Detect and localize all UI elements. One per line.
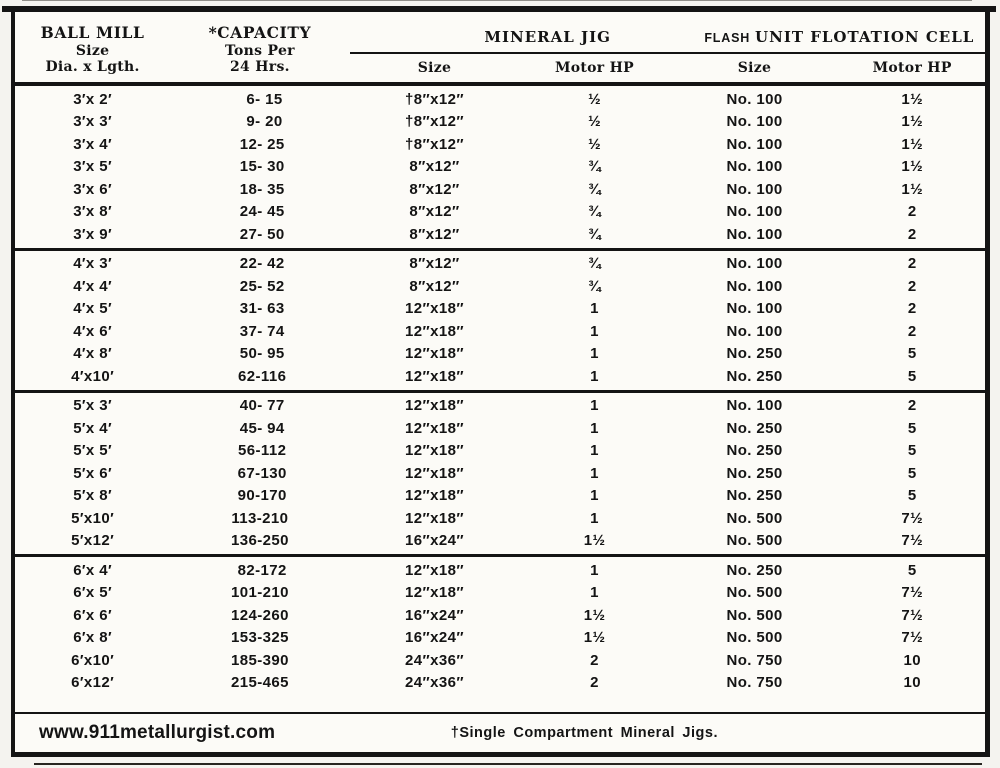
flotation-cell-header-group (670, 12, 985, 82)
capacity-cell: 67-130 (233, 464, 287, 482)
flotation-cell-size-cell: No. 750 (726, 651, 783, 669)
flotation-cell-motor-hp-cell: 2 (907, 300, 917, 318)
mineral-jig-size-cell: 12″x18″ (405, 561, 464, 579)
ball-mill-size-cell: 6′x 4′ (73, 561, 112, 579)
ball-mill-size-cell: 5′x 8′ (73, 487, 112, 505)
flotation-cell-size-cell: No. 250 (726, 464, 783, 482)
flotation-cell-motor-hp-cell: 1½ (901, 158, 924, 176)
capacity-cell: 101-210 (230, 584, 289, 602)
ball-mill-size-cell: 5′x 4′ (73, 419, 112, 437)
table-row (15, 507, 985, 530)
table-row (15, 440, 985, 463)
mineral-jig-size-cell: 12″x18″ (405, 367, 464, 385)
table-row (15, 604, 985, 627)
table-row (15, 485, 985, 508)
mineral-jig-motor-hp-cell: ¾ (588, 158, 601, 176)
capacity-cell: 6- 15 (237, 90, 283, 108)
ball-mill-size-cell: 4′x 8′ (73, 345, 112, 363)
flotation-cell-motor-hp-cell: 5 (907, 561, 917, 579)
table-row (15, 111, 985, 134)
ball-mill-size-cell: 4′x 4′ (73, 277, 112, 295)
mineral-jig-size-cell: †8″x12″ (405, 135, 464, 153)
mineral-jig-size-cell: 12″x18″ (405, 584, 464, 602)
mineral-jig-motor-hp-cell: 1½ (583, 629, 606, 647)
capacity-cell: 9- 20 (237, 113, 283, 131)
flotation-cell-size-cell: No. 100 (726, 113, 783, 131)
flotation-cell-motor-hp-cell: 2 (907, 203, 917, 221)
capacity-header-line3: 24 Hrs. (229, 59, 290, 76)
mineral-jig-motor-hp-cell: ¾ (588, 225, 601, 243)
row-group (15, 86, 985, 248)
table-row (15, 178, 985, 201)
mineral-jig-motor-hp-cell: ¾ (588, 277, 601, 295)
mineral-jig-size-cell: 8″x12″ (409, 180, 460, 198)
capacity-cell: 113-210 (231, 509, 289, 527)
mineral-jig-size-cell: 12″x18″ (405, 300, 464, 318)
ball-mill-size-cell: 4′x10′ (71, 367, 115, 385)
mineral-jig-motor-hp-cell: ½ (588, 90, 601, 108)
ball-mill-size-cell: 3′x 2′ (73, 90, 112, 108)
mineral-jig-motor-hp-cell: ¾ (588, 255, 601, 273)
flotation-cell-size-cell: No. 100 (726, 180, 783, 198)
table-row (15, 201, 985, 224)
flash-prefix-label: FLASH (704, 31, 751, 45)
mineral-jig-size-cell: 8″x12″ (409, 277, 460, 295)
ball-mill-size-cell: 6′x 5′ (73, 584, 112, 602)
flotation-cell-size-cell: No. 500 (726, 606, 783, 624)
flotation-cell-motor-hp-cell: 2 (907, 397, 917, 415)
mineral-jig-motor-hp-cell: ¾ (588, 203, 601, 221)
mineral-jig-group-title-text: MINERAL JIG (484, 28, 611, 46)
mineral-jig-motor-hp-cell: 1 (590, 487, 599, 505)
flotation-cell-size-cell: No. 250 (726, 345, 783, 363)
flotation-cell-motor-hp-cell: 1½ (901, 135, 924, 153)
flotation-cell-motor-hp-cell: 7½ (901, 584, 924, 602)
flotation-cell-motor-hp-cell: 10 (903, 651, 921, 669)
ball-mill-size-cell: 5′x 5′ (73, 442, 112, 460)
table-row (15, 320, 985, 343)
row-group (15, 554, 985, 696)
ball-mill-size-cell: 5′x 6′ (73, 464, 112, 482)
capacity-header-line2: Tons Per (224, 42, 295, 59)
capacity-cell: 50- 95 (235, 345, 285, 363)
table-row (15, 582, 985, 605)
mineral-jig-size-cell: †8″x12″ (405, 90, 464, 108)
ball-mill-size-cell: 4′x 5′ (73, 300, 112, 318)
flotation-cell-motor-hp-cell: 7½ (901, 509, 924, 527)
row-group (15, 248, 985, 390)
flotation-cell-size-cell: No. 250 (726, 487, 783, 505)
mineral-jig-size-cell: 16″x24″ (405, 629, 464, 647)
table-row (15, 253, 985, 276)
table-row (15, 672, 985, 695)
mineral-jig-size-cell: 12″x18″ (405, 464, 464, 482)
flotation-cell-motor-hp-cell: 10 (903, 674, 921, 692)
ball-mill-size-cell: 4′x 3′ (73, 255, 112, 273)
flotation-cell-title-rest: UNIT FLOTATION CELL (755, 28, 975, 46)
mineral-jig-motor-hp-cell: 2 (590, 674, 599, 692)
spec-table (11, 6, 990, 757)
capacity-cell: 12- 25 (235, 135, 285, 153)
ball-mill-header (15, 12, 170, 82)
capacity-cell: 153-325 (230, 629, 289, 647)
flotation-cell-size-cell: No. 500 (726, 629, 783, 647)
flotation-cell-size-cell: No. 100 (726, 300, 783, 318)
mineral-jig-motor-hp-cell: 1 (590, 584, 599, 602)
flotation-cell-motor-hp-cell: 1½ (901, 180, 924, 198)
table-row (15, 298, 985, 321)
flotation-cell-group-title-text (704, 28, 974, 46)
ball-mill-size-cell: 3′x 9′ (73, 225, 112, 243)
mineral-jig-motor-hp-cell: 1 (590, 561, 599, 579)
mineral-jig-size-cell: 24″x36″ (405, 674, 464, 692)
flotation-cell-size-cell: No. 250 (726, 419, 783, 437)
capacity-cell: 18- 35 (235, 180, 285, 198)
table-row (15, 530, 985, 553)
ball-mill-header-line2: Size (75, 42, 110, 59)
mineral-jig-size-cell: 8″x12″ (409, 158, 460, 176)
table-footer (15, 712, 985, 752)
flotation-cell-size-cell: No. 100 (726, 397, 783, 415)
flotation-cell-size-cell: No. 500 (726, 584, 783, 602)
mineral-jig-motor-hp-cell: 1 (590, 345, 599, 363)
flotation-cell-size-cell: No. 100 (726, 255, 783, 273)
mineral-jig-size-cell: 12″x18″ (405, 509, 464, 527)
ball-mill-size-cell: 3′x 5′ (73, 158, 112, 176)
table-row (15, 223, 985, 246)
ball-mill-size-cell: 3′x 3′ (73, 113, 112, 131)
mineral-jig-motor-hp-cell: 1 (590, 509, 599, 527)
mineral-jig-motor-hp-cell: 1 (590, 300, 599, 318)
ball-mill-size-cell: 6′x10′ (71, 651, 115, 669)
mineral-jig-motor-hp-cell: ¾ (588, 180, 601, 198)
ball-mill-size-cell: 5′x 3′ (73, 397, 112, 415)
mineral-jig-motor-hp-cell: 1½ (583, 606, 606, 624)
capacity-cell: 185-390 (230, 651, 289, 669)
flotation-cell-motor-hp-cell: 1½ (901, 90, 924, 108)
scan-top-hairline (22, 0, 972, 1)
flotation-cell-size-cell: No. 100 (726, 203, 783, 221)
capacity-cell: 31- 63 (235, 300, 285, 318)
mineral-jig-size-cell: †8″x12″ (405, 113, 464, 131)
flotation-cell-motor-hp-header: Motor HP (872, 60, 952, 76)
table-header (15, 12, 985, 86)
ball-mill-size-cell: 4′x 6′ (73, 322, 112, 340)
table-row (15, 627, 985, 650)
flotation-cell-subheaders (670, 54, 985, 82)
flotation-cell-size-cell: No. 100 (726, 135, 783, 153)
dagger-footnote: †Single Compartment Mineral Jigs. (450, 725, 718, 741)
capacity-cell: 56-112 (233, 442, 287, 460)
watermark-url: www.911metallurgist.com (39, 722, 276, 743)
capacity-cell: 37- 74 (235, 322, 285, 340)
flotation-cell-motor-hp-cell: 5 (907, 345, 917, 363)
mineral-jig-size-cell: 12″x18″ (405, 487, 464, 505)
table-row (15, 365, 985, 388)
mineral-jig-motor-hp-cell: 1 (590, 464, 599, 482)
mineral-jig-motor-hp-cell: 1 (590, 419, 599, 437)
ball-mill-size-cell: 3′x 4′ (73, 135, 112, 153)
flotation-cell-motor-hp-cell: 5 (907, 442, 917, 460)
flotation-cell-size-cell: No. 100 (726, 90, 783, 108)
capacity-header-title: *CAPACITY (208, 23, 312, 43)
capacity-header (170, 12, 349, 82)
table-row (15, 559, 985, 582)
mineral-jig-motor-hp-cell: ½ (588, 113, 601, 131)
mineral-jig-size-cell: 12″x18″ (405, 345, 464, 363)
mineral-jig-size-cell: 12″x18″ (405, 419, 464, 437)
mineral-jig-size-cell: 12″x18″ (405, 442, 464, 460)
flotation-cell-motor-hp-cell: 1½ (901, 113, 924, 131)
table-row (15, 133, 985, 156)
mineral-jig-header-group (350, 12, 670, 82)
table-row (15, 156, 985, 179)
capacity-cell: 24- 45 (235, 203, 285, 221)
flotation-cell-motor-hp-cell: 2 (907, 322, 917, 340)
table-row (15, 275, 985, 298)
mineral-jig-size-cell: 8″x12″ (409, 225, 460, 243)
capacity-cell: 25- 52 (235, 277, 285, 295)
table-row (15, 88, 985, 111)
mineral-jig-motor-hp-header: Motor HP (554, 60, 634, 76)
flotation-cell-size-cell: No. 500 (726, 532, 783, 550)
flotation-cell-size-cell: No. 100 (726, 277, 783, 295)
mineral-jig-motor-hp-cell: ½ (588, 135, 601, 153)
capacity-cell: 15- 30 (235, 158, 285, 176)
capacity-cell: 45- 94 (235, 419, 285, 437)
flotation-cell-size-cell: No. 250 (726, 367, 783, 385)
table-row (15, 649, 985, 672)
ball-mill-size-cell: 3′x 6′ (73, 180, 112, 198)
row-group (15, 390, 985, 555)
flotation-cell-motor-hp-cell: 5 (907, 367, 917, 385)
flotation-cell-motor-hp-cell: 2 (907, 225, 917, 243)
table-row (15, 462, 985, 485)
capacity-cell: 215-465 (230, 674, 289, 692)
table-row (15, 343, 985, 366)
mineral-jig-motor-hp-cell: 1 (590, 397, 599, 415)
mineral-jig-motor-hp-cell: 1 (590, 367, 599, 385)
ball-mill-size-cell: 6′x 6′ (73, 606, 112, 624)
mineral-jig-motor-hp-cell: 2 (590, 651, 599, 669)
mineral-jig-group-title (350, 12, 670, 54)
mineral-jig-size-header: Size (417, 60, 452, 76)
capacity-cell: 40- 77 (235, 397, 285, 415)
ball-mill-size-cell: 6′x12′ (71, 674, 115, 692)
flotation-cell-size-cell: No. 750 (726, 674, 783, 692)
flotation-cell-size-cell: No. 250 (726, 442, 783, 460)
flotation-cell-group-title (670, 12, 985, 54)
mineral-jig-size-cell: 8″x12″ (409, 255, 460, 273)
mineral-jig-motor-hp-cell: 1 (590, 442, 599, 460)
flotation-cell-size-cell: No. 100 (726, 158, 783, 176)
flotation-cell-motor-hp-cell: 7½ (901, 606, 924, 624)
flotation-cell-size-cell: No. 500 (726, 509, 783, 527)
flotation-cell-motor-hp-cell: 5 (907, 464, 917, 482)
capacity-cell: 124-260 (230, 606, 289, 624)
flotation-cell-motor-hp-cell: 2 (907, 277, 917, 295)
mineral-jig-size-cell: 16″x24″ (405, 606, 464, 624)
ball-mill-size-cell: 5′x12′ (71, 532, 115, 550)
flotation-cell-size-cell: No. 100 (726, 225, 783, 243)
flotation-cell-motor-hp-cell: 2 (907, 255, 917, 273)
capacity-cell: 90-170 (233, 487, 287, 505)
mineral-jig-motor-hp-cell: 1½ (583, 532, 606, 550)
flotation-cell-size-cell: No. 100 (726, 322, 783, 340)
mineral-jig-size-cell: 12″x18″ (405, 322, 464, 340)
flotation-cell-size-header: Size (737, 60, 772, 76)
flotation-cell-motor-hp-cell: 7½ (901, 532, 924, 550)
ball-mill-size-cell: 3′x 8′ (73, 203, 112, 221)
flotation-cell-size-cell: No. 250 (726, 561, 783, 579)
flotation-cell-motor-hp-cell: 7½ (901, 629, 924, 647)
mineral-jig-subheaders (350, 54, 670, 82)
capacity-cell: 136-250 (230, 532, 289, 550)
capacity-cell: 22- 42 (235, 255, 285, 273)
mineral-jig-size-cell: 24″x36″ (405, 651, 464, 669)
scan-bottom-edge (34, 763, 982, 765)
capacity-cell: 62-116 (233, 367, 287, 385)
capacity-cell: 27- 50 (235, 225, 285, 243)
flotation-cell-motor-hp-cell: 5 (907, 487, 917, 505)
mineral-jig-size-cell: 16″x24″ (405, 532, 464, 550)
mineral-jig-size-cell: 12″x18″ (405, 397, 464, 415)
capacity-cell: 82-172 (233, 561, 287, 579)
table-row (15, 395, 985, 418)
ball-mill-header-line3: Dia. x Lgth. (45, 59, 140, 76)
table-body (15, 86, 985, 696)
ball-mill-header-title: BALL MILL (40, 23, 145, 43)
ball-mill-size-cell: 6′x 8′ (73, 629, 112, 647)
table-row (15, 417, 985, 440)
mineral-jig-motor-hp-cell: 1 (590, 322, 599, 340)
mineral-jig-size-cell: 8″x12″ (409, 203, 460, 221)
ball-mill-size-cell: 5′x10′ (71, 509, 115, 527)
flotation-cell-motor-hp-cell: 5 (907, 419, 917, 437)
